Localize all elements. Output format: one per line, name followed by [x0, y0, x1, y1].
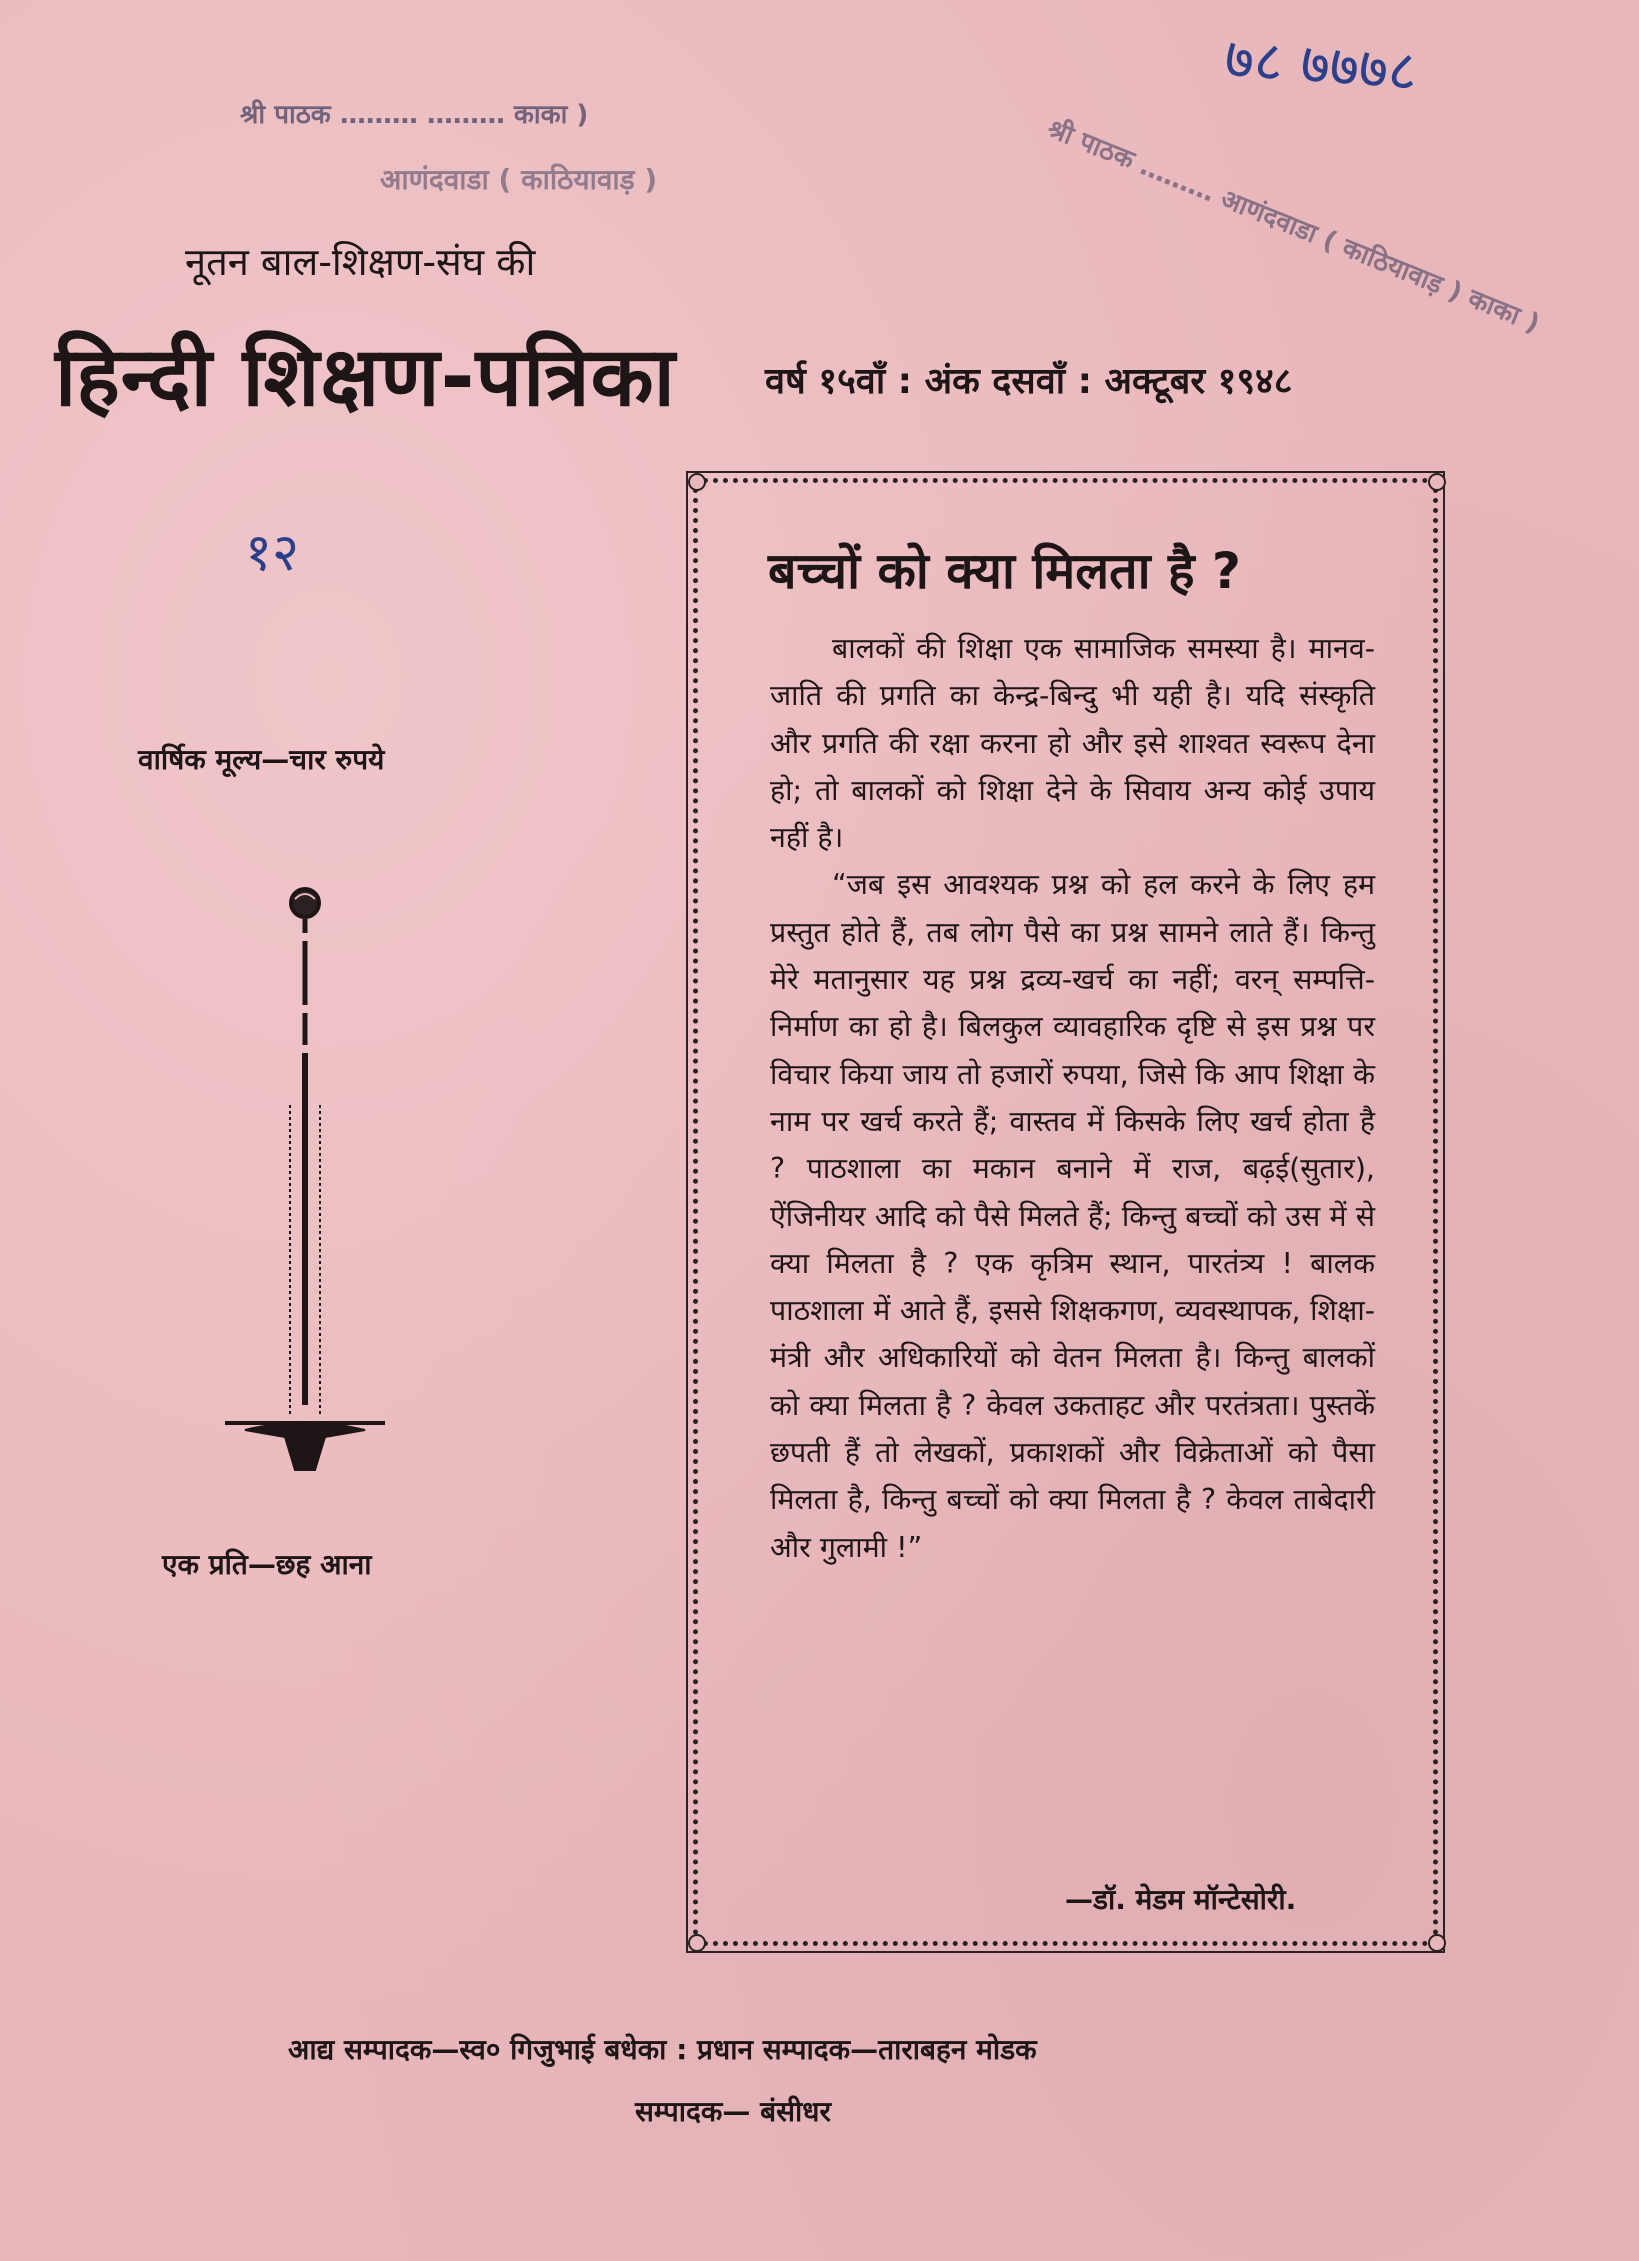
article-paragraph-2: “जब इस आवश्यक प्रश्न को हल करने के लिए हम प्रस्तुत होते हैं, तब लोग पैसे का प्रश्न सामने लाते हैं। किन्तु मेरे मतानुसार यह प्रश्न द्रव्य-खर्च का नहीं; वरन् सम्पत्ति-निर्माण का हो है। बिलकुल व्यावहारिक दृष्टि से इस प्रश्न पर विचार किया जाय तो हजारों रुपया, जिसे कि आप शिक्षा के नाम पर खर्च करते हैं; वास्तव में किसके लिए खर्च होता है ? पाठशाला का मकान बनाने में राज, बढ़ई(सुतार), ऐंजिनीयर आदि को पैसे मिलते हैं; किन्तु बच्चों को उस में से क्या मिलता है ? एक कृत्रिम स्थान, पारतंत्र्य ! बालक पाठशाला में आते हैं, इससे शिक्षकगण, व्यवस्थापक, शिक्षा-मंत्री और अधिकारियों को वेतन मिलता है। किन्तु बालकों को क्या मिलता है ? केवल उकताहट और परतंत्रता। पुस्तकें छपती हैं तो लेखकों, प्रकाशकों और विक्रेताओं को पैसा मिलता है, किन्तु बच्चों को क्या मिलता है ? केवल ताबेदारी और गुलामी !” [770, 868, 1375, 1564]
single-copy-price: एक प्रति—छह आना [162, 1548, 372, 1581]
masthead-title: हिन्दी शिक्षण-पत्रिका [55, 330, 676, 425]
ownership-stamp-line2: आणंदवाडा ( काठियावाड़ ) [380, 163, 658, 196]
masthead-subtitle: नूतन बाल-शिक्षण-संघ की [185, 240, 536, 284]
article-paragraph-1: बालकों की शिक्षा एक सामाजिक समस्या है। मानव-जाति की प्रगति का केन्द्र-बिन्दु भी यही है। यदि संस्कृति और प्रगति की रक्षा करना हो और इसे शाश्वत स्वरूप देना हो; तो बालकों को शिक्षा देने के सिवाय अन्य कोई उपाय नहीं है। [770, 632, 1375, 855]
article-body [770, 625, 1375, 1571]
border-corner-ornament [1428, 1934, 1446, 1952]
ownership-stamp-line1: श्री पाठक ……… ……… काका ) [240, 100, 589, 130]
border-corner-ornament [688, 1934, 706, 1952]
annual-price: वार्षिक मूल्य—चार रुपये [138, 743, 385, 776]
handwritten-page-number: १२ [245, 523, 300, 583]
footer-editor: सम्पादक— बंसीधर [635, 2095, 831, 2128]
article-attribution: —डॉ. मेडम मॉन्टेसोरी. [1065, 1883, 1297, 1916]
handwritten-catalog-number: ७८ ७७७८ [1222, 26, 1420, 105]
footer-editors: आद्य सम्पादक—स्व० गिजुभाई बधेका : प्रधान सम्पादक—ताराबहन मोडक [288, 2033, 1037, 2066]
article-title: बच्चों को क्या मिलता है ? [768, 542, 1241, 600]
ownership-stamp-rotated: श्री पाठक ……… आणंदवाडा ( काठियावाड़ ) काका ) [1043, 113, 1544, 340]
border-corner-ornament [1428, 473, 1446, 491]
border-corner-ornament [688, 473, 706, 491]
issue-info: वर्ष १५वाँ : अंक दसवाँ : अक्टूबर १९४८ [765, 361, 1293, 402]
torch-ornament-icon [215, 885, 395, 1485]
